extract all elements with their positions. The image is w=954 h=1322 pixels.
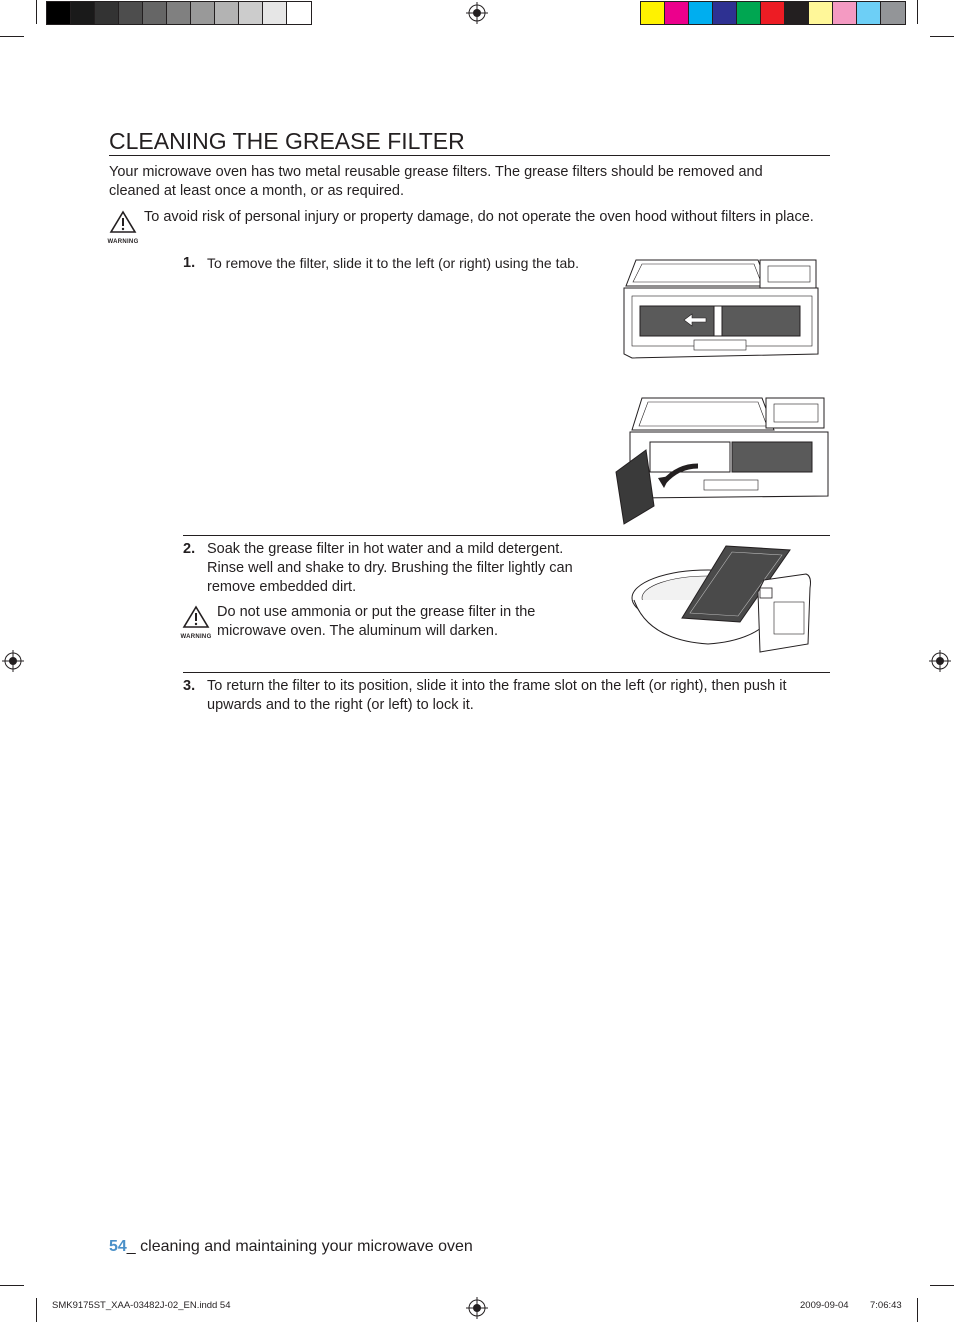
page-title: CLEANING THE GREASE FILTER (109, 128, 465, 154)
color-swatch (143, 2, 167, 24)
page-footer (109, 1238, 473, 1256)
color-swatch (191, 2, 215, 24)
soaking-filter-illustration (628, 540, 818, 658)
color-swatch (857, 2, 881, 24)
crop-mark (36, 0, 37, 24)
crop-mark (917, 1298, 918, 1322)
color-swatch (689, 2, 713, 24)
color-swatch (809, 2, 833, 24)
warning-triangle-icon (177, 605, 215, 629)
color-swatch (287, 2, 311, 24)
step-text: To return the filter to its position, slide it into the frame slot on the left (or right), then push it upwards and to the right (or left) to lock it. (207, 678, 787, 713)
color-swatch (95, 2, 119, 24)
oven-filter-removed-illustration (612, 394, 832, 529)
warning-text: Do not use ammonia or put the grease filter in the microwave oven. The aluminum will darken. (217, 604, 536, 639)
step-number: 1. (183, 255, 196, 271)
slug-file: SMK9175ST_XAA-03482J-02_EN.indd 54 (52, 1300, 231, 1311)
registration-mark-icon (2, 650, 24, 672)
warning-badge (104, 210, 142, 245)
step-divider (183, 672, 830, 673)
crop-mark (930, 1285, 954, 1286)
crop-mark (930, 36, 954, 37)
color-swatch (713, 2, 737, 24)
color-swatch (833, 2, 857, 24)
footer-section: _ cleaning and maintaining your microwave oven (126, 1238, 473, 1255)
color-swatch (641, 2, 665, 24)
color-swatch (167, 2, 191, 24)
color-swatch (71, 2, 95, 24)
color-swatch (881, 2, 905, 24)
step-text: To remove the filter, slide it to the left (or right) using the tab. (207, 255, 579, 271)
warning-label: WARNING (107, 239, 139, 245)
warning-badge (177, 605, 215, 640)
step-number: 2. (183, 541, 196, 557)
warning-text: To avoid risk of personal injury or property damage, do not operate the oven hood without filters in place. (144, 209, 814, 225)
warning-label: WARNING (180, 634, 212, 640)
crop-mark (36, 1298, 37, 1322)
slug-time: 7:06:43 (870, 1300, 902, 1311)
step-text: Soak the grease filter in hot water and a mild detergent. Rinse well and shake to dry. Brushing the filter lightly can remove embedded dirt. (207, 541, 573, 595)
crop-mark (917, 0, 918, 24)
step-divider (183, 535, 830, 536)
registration-mark-icon (466, 2, 488, 24)
color-swatch (263, 2, 287, 24)
color-swatch (761, 2, 785, 24)
color-swatch (737, 2, 761, 24)
slug-date: 2009-09-04 (800, 1300, 849, 1311)
color-swatch (785, 2, 809, 24)
page-number: 54 (109, 1238, 127, 1255)
warning-triangle-icon (104, 210, 142, 234)
color-swatch (119, 2, 143, 24)
color-swatch (239, 2, 263, 24)
step-number: 3. (183, 678, 196, 694)
color-swatch (47, 2, 71, 24)
registration-mark-icon (466, 1297, 488, 1319)
oven-filter-slide-illustration (618, 254, 828, 364)
title-rule (109, 155, 830, 156)
registration-mark-icon (929, 650, 951, 672)
intro-paragraph: Your microwave oven has two metal reusable grease filters. The grease filters should be removed and cleaned at least once a month, or as required. (109, 164, 763, 199)
crop-mark (0, 36, 24, 37)
color-swatch (215, 2, 239, 24)
color-swatch (665, 2, 689, 24)
crop-mark (0, 1285, 24, 1286)
